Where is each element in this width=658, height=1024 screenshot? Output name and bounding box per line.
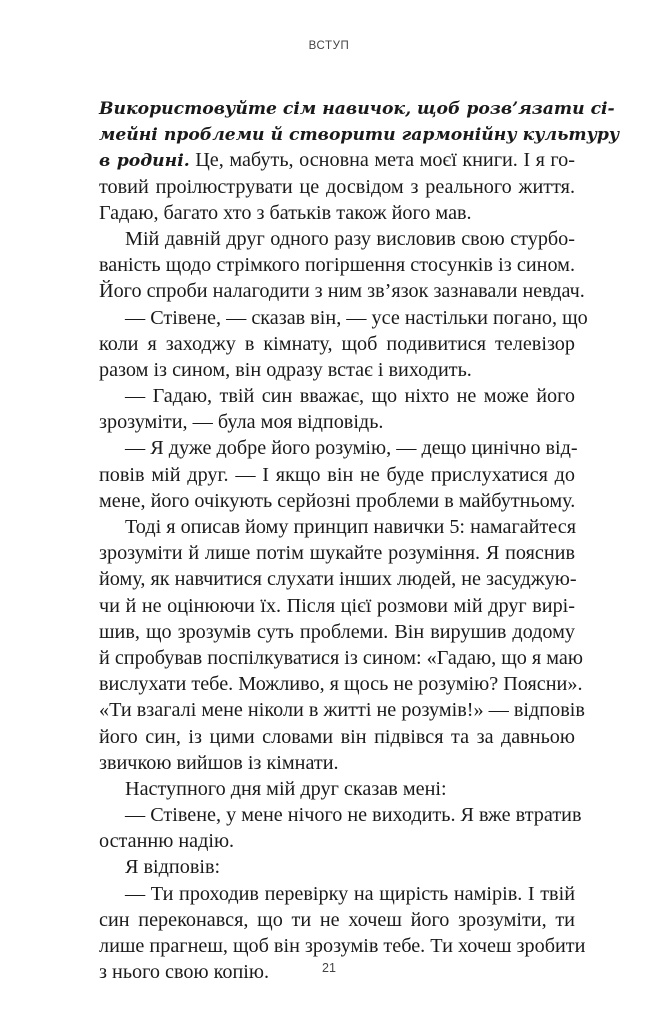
text-line: з нього свою копію.: [99, 961, 270, 984]
text-line: його син, із цими словами він підвівся та за давньою: [99, 725, 575, 748]
body-text: [99, 95, 620, 985]
emphasis-text: в родині.: [99, 151, 190, 172]
text-line: останню надію.: [99, 830, 235, 853]
text-line: чи й не оцінюючи їх. Після цієї розмови мій друг вирі-: [99, 594, 575, 617]
emphasis-text: Використовуйте сім навичок, щоб розв’язати сі-: [99, 99, 615, 119]
text-line: й спробував поспілкуватися із сином: «Гадаю, що я маю: [99, 646, 583, 669]
text-line: вислухати тебе. Можливо, я щось не розумію? Поясни».: [99, 673, 583, 696]
paragraph-start: — Стівене, у мене нічого не виходить. Я вже втратив: [125, 804, 582, 827]
text-line: йому, як навчитися слухати інших людей, не засуджую-: [99, 568, 577, 591]
text-line: [99, 147, 575, 173]
text-line: [99, 95, 615, 121]
text-line: коли я заходжу в кімнату, щоб подивитися телевізор: [99, 332, 575, 355]
text-line: зрозуміти й лише потім шукайте розуміння. Я пояснив: [99, 542, 575, 565]
text-line: разом із сином, він одразу встає і виходить.: [99, 358, 472, 381]
paragraph-start: — Я дуже добре його розумію, — дещо цинічно від-: [125, 437, 578, 460]
text-line: товий проілюструвати це досвідом з реального життя.: [99, 175, 575, 198]
text-line: мене, його очікують серйозні проблеми в майбутньому.: [99, 489, 576, 512]
text-line: зрозуміти, — була моя відповідь.: [99, 411, 384, 434]
text-line: «Ти взагалі мене ніколи в житті не розумів!» — відповів: [99, 699, 585, 722]
paragraph-start: Я відповів:: [125, 856, 221, 879]
text-line: звичкою вийшов із кімнати.: [99, 751, 339, 774]
text-line: Гадаю, багато хто з батьків також його мав.: [99, 201, 472, 224]
paragraph-start: Мій давній друг одного разу висловив свою стурбо-: [125, 227, 575, 250]
paragraph-start: — Стівене, — сказав він, — усе настільки погано, що: [125, 306, 588, 329]
text-line: повів мій друг. — І якщо він не буде прислухатися до: [99, 463, 575, 486]
text-span: Це, мабуть, основна мета моєї книги. І я го-: [189, 149, 576, 172]
paragraph-start: Наступного дня мій друг сказав мені:: [125, 777, 447, 800]
running-head: ВСТУП: [308, 40, 350, 52]
text-line: [99, 121, 620, 147]
page-number: 21: [322, 961, 336, 975]
emphasis-text: мейні проблеми й створити гармонійну культуру: [99, 125, 620, 146]
text-line: ваність щодо стрімкого погіршення стосунків із сином.: [99, 254, 575, 277]
paragraph-start: Тоді я описав йому принцип навички 5: намагайтеся: [125, 516, 577, 538]
text-line: син переконався, що ти не хочеш його зрозуміти, ти: [99, 908, 575, 931]
text-line: лише прагнеш, щоб він зрозумів тебе. Ти хочеш зробити: [99, 935, 586, 957]
text-line: шив, що зрозумів суть проблеми. Він вирушив додому: [99, 620, 575, 643]
text-line: Його спроби налагодити з ним зв’язок зазнавали невдач.: [99, 280, 585, 303]
paragraph-start: — Гадаю, твій син вважає, що ніхто не може його: [125, 385, 575, 408]
paragraph-start: — Ти проходив перевірку на щирість намірів. І твій: [125, 882, 575, 905]
